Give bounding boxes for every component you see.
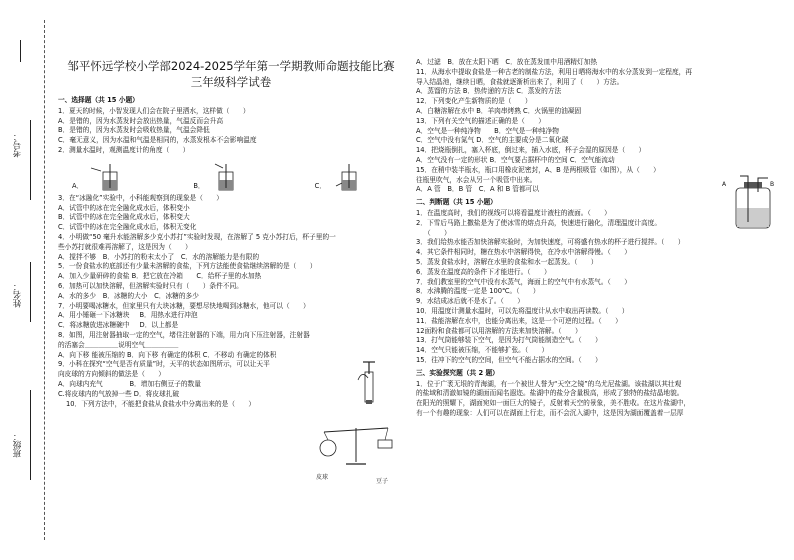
option-d: D．以上都是	[139, 321, 179, 330]
figure-label: A．	[72, 181, 84, 190]
question-line: 些小苏打就很难再溶解了，这是因为（ ）	[58, 242, 192, 251]
question-line: A．试管中的冰在完全融化成水后，体积变小	[58, 203, 190, 212]
question-line: C．试管中的冰在完全融化成水后，体积无变化	[58, 223, 197, 232]
question-line: 14．把烧瓶倒扎，塞入杯底，倒过来，插入水底，杯子会湿的原因是（ ）	[416, 146, 646, 155]
straw-a-label: A	[722, 181, 727, 188]
experiment-line: 的盐域和清澈如镜的湖面而闻名遐迩。盐湖中的盐分含量极高，形成了独特的盐结晶地貌。	[416, 389, 684, 398]
question-line: B．试管中的冰在完全融化成水后，体积变大	[58, 213, 190, 222]
judge-line: 15．往冲下的空气的空间，但空气不能占据水的空间。（ ）	[416, 355, 602, 364]
figure-label: B．	[193, 181, 205, 190]
question-line: 12．下列变化产生新物质的是（ ）	[416, 97, 532, 106]
question-line: A．过滤 B．放在太阳下晒 C．放在蒸发皿中用酒精灯加热	[416, 58, 598, 66]
judge-line: 3．我们给热水能否加快溶解实验时，为加快速度，可将盛有热水的杯子进行搅拌。（ ）	[416, 238, 685, 247]
name-line	[30, 262, 31, 322]
title-line-1: 邹平怀远学校小学部2024-2025学年第一学期教师命题技能比赛	[67, 59, 395, 73]
exam-title	[58, 58, 404, 90]
judge-line: 13．打气筒能够装下空气，是因为打气筒能制造空气。（ ）	[416, 336, 602, 345]
judge-line: 9．水结成冰后就不是水了。（ ）	[416, 297, 524, 306]
judge-line: 2．下雪后马路上撒盐是为了使冰雪的熔点升高，快速进行融化，清理温度计高度。	[416, 218, 662, 227]
experiment-line: 1．位于广袤无垠的青海湖，有一个被世人誉为“天空之镜”的乌尤尼盐湖。该盐湖以其壮观	[416, 379, 682, 388]
option-a: A．用小锤砸一下冰糖块	[58, 311, 130, 320]
judge-line: 14．空气只能被压缩，不能够扩张。（ ）	[416, 346, 549, 355]
thermometer-beaker-icon	[209, 162, 243, 192]
question-line: A．A 管 B．B 管 C．A 和 B 管都可以	[416, 185, 540, 194]
judge-line: （ ）	[424, 228, 451, 237]
experiment-line: 有一个有趣的现象：人们可以在湖面上行走，而不会沉入湖中，这是因为湖面覆盖着一层厚	[416, 408, 684, 417]
question-line: 7．小明要喝冰糖水，但家里只有大块冰糖，要想尽快地喝到冰糖水，他可以（ ）	[58, 301, 310, 310]
right-column	[416, 58, 778, 419]
balance-scale-icon	[316, 422, 396, 474]
exam-number-line	[30, 120, 31, 200]
question-line: A．白糖溶解在水中 B．羊肉串烤熟 C．火锅里的油凝固	[416, 106, 582, 115]
question-line: 往瓶里吹气，水会从另一个吸管中出来。	[416, 175, 537, 184]
section-experiment-heading: 三、实验探究题（共 2 题）	[416, 368, 499, 377]
question-line: 13．下列有关空气的描述正确的是（ ）	[416, 116, 545, 125]
question-line: 5．一份食盐水的底部还有少量未溶解的食盐，下列方法能使食盐继续溶解的是（ ）	[58, 262, 317, 271]
binding-margin	[0, 0, 60, 560]
class-line	[30, 390, 31, 480]
judge-line: 6．蒸发在温度高的条件下才能进行。（ ）	[416, 267, 551, 276]
figure-label: C．	[314, 181, 326, 190]
bean-label: 豆子	[376, 478, 389, 485]
figure-option-b	[193, 162, 242, 192]
question-line: 10．下列方法中，不能把食盐从食盐水中分离出来的是（ ）	[66, 399, 256, 408]
question-line: C．空气中没有氮气 D．空气的主要成分是二氧化碳	[416, 136, 569, 145]
judge-line: 11．盐能溶解在水中，也能分离出来，这是一个可逆的过程。（ ）	[416, 316, 622, 325]
exam-number-label: 考号：	[13, 132, 23, 158]
margin-tick	[20, 40, 21, 62]
question-line: C．毫无意义，因为水温和气温是相同的，水蒸发根本不会影响温度	[58, 136, 257, 145]
question-line: B．是错的，因为水蒸发时会吸收热量，气温会降低	[58, 126, 210, 135]
judge-line: 7．我们教室里的空气中没有水蒸气，海面上的空气中有水蒸气。（ ）	[416, 277, 631, 286]
question-line: 3．在“冰融化”实验中，小科能观察到的现象是（ ）	[58, 193, 223, 202]
judge-line: 5．蒸发食盐水时，溶解在水里的食盐和水一起蒸发。（ ）	[416, 257, 598, 266]
judge-line: 8．水沸腾的温度一定是 100℃。（ ）	[416, 287, 540, 296]
question-line: 导入结晶池，继续日晒，食盐就逐渐析出来了，利用了（ ）方法。	[416, 77, 624, 86]
question-line: A．水的多少 B．冰糖的大小 C．冰糖的多少	[58, 291, 199, 300]
question-line: A．蒸馏的方法 B．热传递的方法 C．蒸发的方法	[416, 87, 562, 96]
experiment-line: 在阳光的照耀下，湖面宛如一面巨大的镜子，反射着天空的景象，美不胜收。在这片盐湖中，	[416, 399, 691, 408]
judge-line: 1．在温度高时，我们的视线可以将看温度计液柱的液面。（ ）	[416, 208, 611, 217]
question-line: C.将皮球内的气放掉一些 D．将皮球扎破	[58, 389, 180, 398]
syringe-icon	[354, 360, 384, 406]
figure-option-a	[72, 162, 121, 192]
question-line: 4．小明做“50 毫升水能溶解多少克小苏打”实验时发现，在溶解了 5 克小苏打后，杯子里的一	[58, 232, 336, 241]
figure-option-c	[315, 162, 364, 192]
question-option-row	[58, 311, 404, 321]
question-line: 8．如图，用注射器抽取一定的空气，堵住注射器的下端，用力向下压注射器，注射器	[58, 330, 310, 339]
question-line: 的活塞会＿＿＿＿＿说明空气＿＿＿＿＿	[58, 340, 179, 349]
judge-line: 12面粉和食盐都可以用溶解的方法来加快溶解。（ ）	[416, 326, 582, 335]
thermometer-beaker-icon	[330, 162, 364, 192]
section-judge-heading: 二、判断题（共 15 小题）	[416, 198, 497, 207]
question-line: A．向下移 能被压缩的 B．向下移 有确定的体积 C．不移动 有确定的体积	[58, 350, 277, 359]
question-line: 1．夏天的时候，小智发现人们会在院子里洒水，这样做（ ）	[58, 106, 250, 115]
question-line: A．搅拌不够 B．小苏打的粉末太小了 C．水的溶解能力是有限的	[58, 252, 260, 261]
thermometer-figures	[58, 156, 404, 194]
title-line-2: 三年级科学试卷	[190, 75, 272, 89]
question-line: 向皮球的方向倾斜的做法是（ ）	[58, 370, 165, 379]
question-line: A．空气没有一定的形状 B．空气要占据杯中的空间 C．空气能流动	[416, 155, 615, 164]
judge-line: 4．其它条件相同时，糖在热水中溶解得快，在冷水中溶解得慢。（ ）	[416, 248, 631, 257]
question-option-row	[58, 321, 404, 331]
thermometer-beaker-icon	[87, 162, 121, 192]
question-line: 11．从海水中提取食盐是一种古老的制盐方法，利用日晒将海水中的水分蒸发到一定程度，再	[416, 67, 693, 76]
section-choice-heading: 一、选择题（共 15 小题）	[58, 96, 139, 104]
ball-label: 皮球	[316, 474, 329, 481]
question-line: 15．在稍中装半瓶水，瓶口用橡皮泥密封，A、B 是两根吸管（如图），从（ ）	[416, 165, 660, 174]
question-line: 9．小科在探究“空气是否有质量”时，天平的状态如图所示，可以让天平	[58, 360, 270, 369]
cut-line	[44, 20, 45, 540]
option-c: C．将冰糖放进冰糖碗中	[58, 321, 130, 330]
question-line: A．向球内充气 B．增加右侧豆子的数量	[58, 379, 201, 388]
question-line: 2．测量水温时，观测温度计的角度（ ）	[58, 145, 190, 154]
name-label: 姓名：	[13, 282, 23, 308]
judge-line: 10．用温度计测量水温时，可以先将温度计从水中取出再读数。（ ）	[416, 306, 629, 315]
left-column	[58, 58, 404, 409]
question-line: A．加入少量研碎的食盐 B．把它放在冷箱 C．给杯子里的水加热	[58, 272, 262, 281]
question-line: A．是错的，因为水蒸发时会放出热量，气温反而会升高	[58, 116, 224, 125]
question-line: 6．加热可以加快溶解，但溶解实验时只有（ ）条件不同。	[58, 281, 243, 290]
option-b: B．用热水进行冲泡	[139, 311, 198, 320]
class-label: 班级：	[13, 432, 23, 458]
straw-b-label: B	[770, 181, 775, 188]
question-line: A．空气是一种纯净物 B．空气是一种纯净物	[416, 126, 559, 135]
